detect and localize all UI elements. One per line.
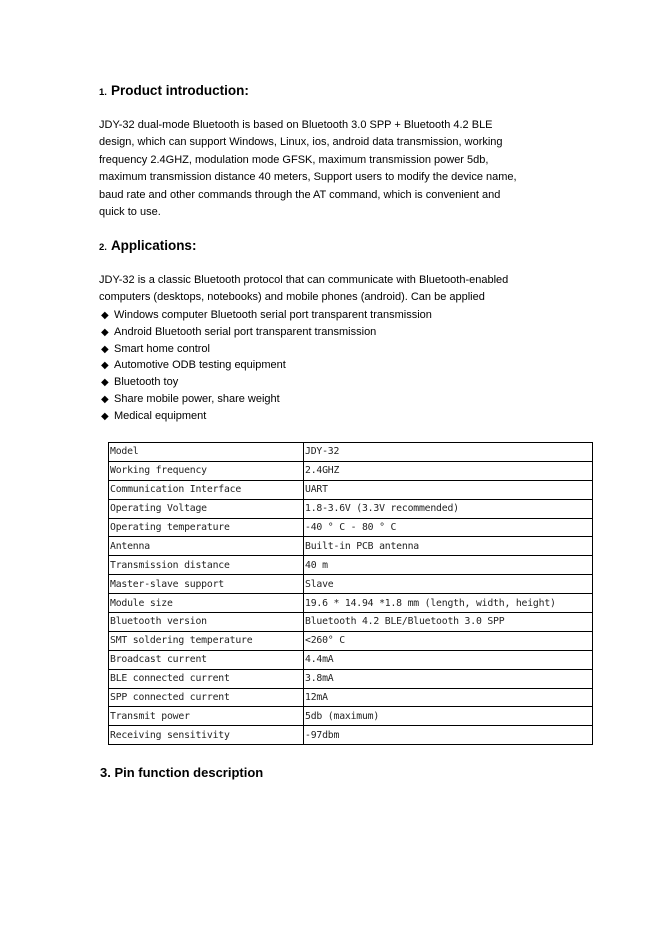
value-cell: -40 ° C - 80 ° C (304, 518, 593, 537)
diamond-bullet-icon: ◆ (101, 377, 109, 389)
value-cell: 5db (maximum) (304, 707, 593, 726)
param-cell: Communication Interface (109, 480, 304, 499)
param-cell: Receiving sensitivity (109, 726, 304, 745)
list-item-text: Bluetooth toy (114, 376, 179, 389)
param-cell: Broadcast current (109, 650, 304, 669)
diamond-bullet-icon: ◆ (101, 310, 109, 321)
list-item-text: Windows computer Bluetooth serial port transparent transmission (114, 309, 432, 321)
table-row (109, 726, 593, 745)
value-cell: 2.4GHZ (304, 461, 593, 480)
diamond-bullet-icon: ◆ (101, 410, 109, 422)
table-row (109, 461, 593, 480)
table-row (109, 499, 593, 518)
table-row (109, 518, 593, 537)
table-row (109, 575, 593, 594)
applications-list (101, 307, 432, 425)
paragraph-line: JDY-32 dual-mode Bluetooth is based on Bluetooth 3.0 SPP + Bluetooth 4.2 BLE (99, 119, 493, 131)
param-cell: Module size (109, 594, 304, 613)
paragraph-line: computers (desktops, notebooks) and mobile phones (android). Can be applied (99, 291, 485, 304)
paragraph-line: JDY-32 is a classic Bluetooth protocol that can communicate with Bluetooth-enabled (99, 274, 509, 286)
table-row (109, 480, 593, 499)
spec-table (108, 442, 593, 745)
section-2-heading (99, 237, 196, 257)
value-cell: 40 m (304, 556, 593, 575)
value-cell: 12mA (304, 688, 593, 707)
param-cell: SMT soldering temperature (109, 631, 304, 650)
list-item (101, 307, 432, 324)
value-cell: JDY-32 (304, 443, 593, 462)
list-item-text: Share mobile power, share weight (114, 392, 280, 405)
value-cell: 1.8-3.6V (3.3V recommended) (304, 499, 593, 518)
param-cell: Antenna (109, 537, 304, 556)
table-row (109, 613, 593, 632)
value-cell: 4.4mA (304, 650, 593, 669)
section-2-number: 2. (99, 242, 107, 253)
paragraph-line: frequency 2.4GHZ, modulation mode GFSK, maximum transmission power 5db, (99, 153, 489, 166)
list-item-text: Medical equipment (114, 409, 207, 422)
param-cell: BLE connected current (109, 669, 304, 688)
list-item (101, 391, 432, 408)
value-cell: 3.8mA (304, 669, 593, 688)
param-cell: Master-slave support (109, 575, 304, 594)
param-cell: Operating Voltage (109, 499, 304, 518)
diamond-bullet-icon: ◆ (101, 360, 109, 372)
table-row (109, 631, 593, 650)
section-1-title: Product introduction: (110, 83, 249, 98)
value-cell: Slave (304, 575, 593, 594)
value-cell: Bluetooth 4.2 BLE/Bluetooth 3.0 SPP (304, 613, 593, 632)
list-item (101, 341, 432, 358)
list-item (101, 408, 432, 425)
table-row (109, 443, 593, 462)
value-cell: 19.6 * 14.94 *1.8 mm (length, width, height) (304, 594, 593, 613)
value-cell: -97dbm (304, 726, 593, 745)
diamond-bullet-icon: ◆ (101, 393, 109, 405)
section-1-heading (99, 82, 249, 102)
paragraph-line: design, which can support Windows, Linux, ios, android data transmission, working (99, 136, 503, 149)
diamond-bullet-icon: ◆ (101, 326, 109, 338)
param-cell: Model (109, 443, 304, 462)
table-row (109, 650, 593, 669)
value-cell: <260° C (304, 631, 593, 650)
section-3-heading: 3. Pin function description (100, 765, 264, 780)
list-item (101, 324, 432, 341)
table-row (109, 556, 593, 575)
param-cell: SPP connected current (109, 688, 304, 707)
list-item-text: Android Bluetooth serial port transparent transmission (114, 325, 377, 338)
value-cell: UART (304, 480, 593, 499)
table-row (109, 537, 593, 556)
table-row (109, 688, 593, 707)
param-cell: Operating temperature (109, 518, 304, 537)
diamond-bullet-icon: ◆ (101, 343, 109, 355)
table-row (109, 669, 593, 688)
section-1-number: 1. (99, 87, 107, 98)
list-item-text: Automotive ODB testing equipment (114, 359, 286, 372)
section-2-title: Applications: (110, 238, 197, 253)
param-cell: Transmit power (109, 707, 304, 726)
product-intro-paragraph (99, 117, 569, 221)
param-cell: Working frequency (109, 461, 304, 480)
list-item (101, 357, 432, 374)
param-cell: Transmission distance (109, 556, 304, 575)
paragraph-line: maximum transmission distance 40 meters, Support users to modify the device name, (99, 171, 517, 184)
paragraph-line: baud rate and other commands through the AT command, which is convenient and (99, 188, 501, 201)
list-item (101, 374, 432, 391)
applications-paragraph (99, 272, 569, 307)
table-row (109, 594, 593, 613)
paragraph-line: quick to use. (99, 206, 161, 219)
table-row (109, 707, 593, 726)
param-cell: Bluetooth version (109, 613, 304, 632)
list-item-text: Smart home control (114, 342, 210, 355)
value-cell: Built-in PCB antenna (304, 537, 593, 556)
